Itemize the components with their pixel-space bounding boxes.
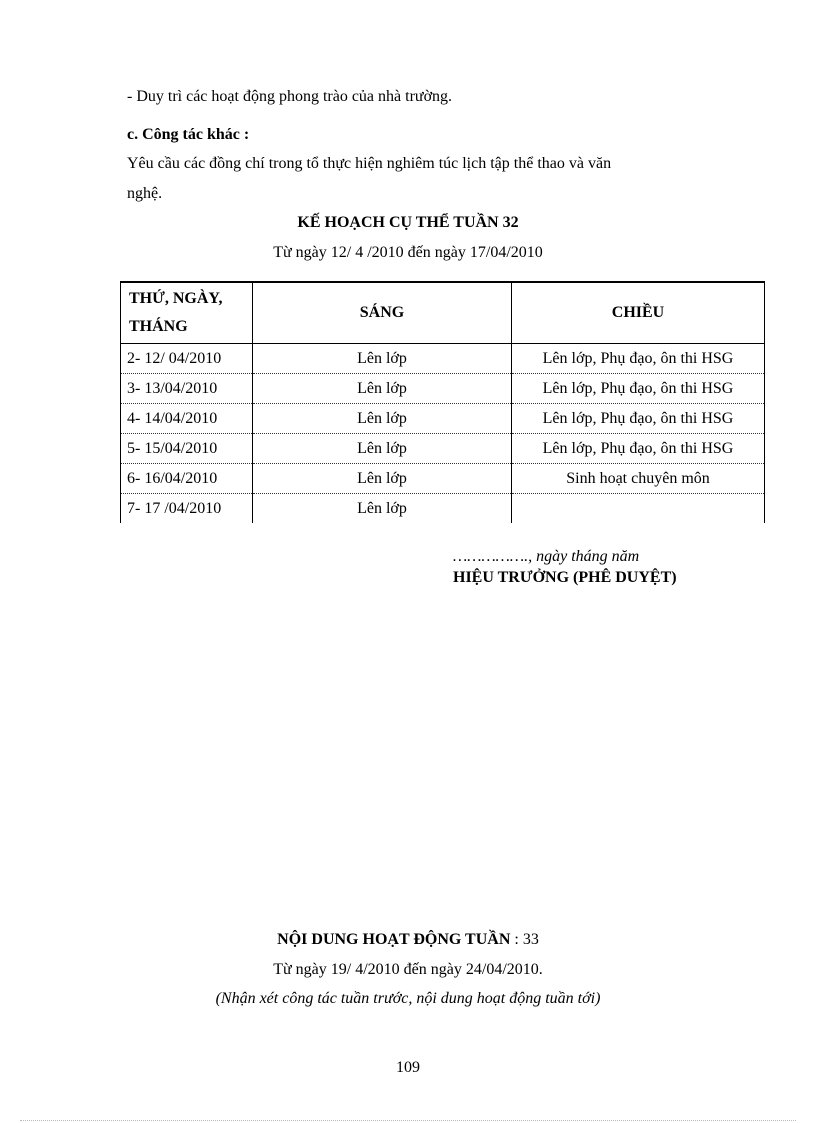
cell-afternoon: Lên lớp, Phụ đạo, ôn thi HSG xyxy=(512,434,765,464)
cell-afternoon xyxy=(512,494,765,524)
plan-date-range: Từ ngày 12/ 4 /2010 đến ngày 17/04/2010 xyxy=(273,244,543,261)
cell-morning: Lên lớp xyxy=(253,494,512,524)
cell-day: 3- 13/04/2010 xyxy=(121,374,253,404)
cell-day: 2- 12/ 04/2010 xyxy=(121,344,253,374)
cell-morning: Lên lớp xyxy=(253,374,512,404)
cell-afternoon: Sinh hoạt chuyên môn xyxy=(512,464,765,494)
cell-day: 4- 14/04/2010 xyxy=(121,404,253,434)
table-row xyxy=(121,404,765,434)
cell-morning: Lên lớp xyxy=(253,434,512,464)
next-week-title-text: NỘI DUNG HOẠT ĐỘNG TUẦN xyxy=(277,931,511,948)
signature-date-line: ……………., ngày tháng năm xyxy=(453,548,640,565)
cell-morning: Lên lớp xyxy=(253,404,512,434)
header-afternoon: CHIỀU xyxy=(512,282,765,344)
footer-divider xyxy=(20,1120,796,1121)
header-day-line1: THỨ, NGÀY, xyxy=(129,290,223,307)
paragraph-line-2: nghệ. xyxy=(127,185,163,202)
next-week-note: (Nhận xét công tác tuần trước, nội dung hoạt động tuần tới) xyxy=(215,990,601,1007)
next-week-number: : 33 xyxy=(510,931,539,948)
table-row xyxy=(121,374,765,404)
header-day xyxy=(121,282,253,344)
plan-title: KẾ HOẠCH CỤ THỂ TUẦN 32 xyxy=(297,214,519,231)
header-morning: SÁNG xyxy=(253,282,512,344)
paragraph-line-1: Yêu cầu các đồng chí trong tổ thực hiện nghiêm túc lịch tập thể thao và văn xyxy=(127,155,612,172)
next-week-title xyxy=(0,931,816,949)
cell-day: 6- 16/04/2010 xyxy=(121,464,253,494)
table-header-row xyxy=(121,282,765,344)
cell-afternoon: Lên lớp, Phụ đạo, ôn thi HSG xyxy=(512,374,765,404)
bullet-line: - Duy trì các hoạt động phong trào của nhà trường. xyxy=(127,88,453,105)
next-week-date-range: Từ ngày 19/ 4/2010 đến ngày 24/04/2010. xyxy=(273,961,543,978)
cell-afternoon: Lên lớp, Phụ đạo, ôn thi HSG xyxy=(512,404,765,434)
signature-title: HIỆU TRƯỞNG (PHÊ DUYỆT) xyxy=(453,569,677,586)
cell-morning: Lên lớp xyxy=(253,344,512,374)
cell-day: 7- 17 /04/2010 xyxy=(121,494,253,524)
cell-afternoon: Lên lớp, Phụ đạo, ôn thi HSG xyxy=(512,344,765,374)
header-day-line2: THÁNG xyxy=(129,318,188,335)
cell-morning: Lên lớp xyxy=(253,464,512,494)
table-row xyxy=(121,464,765,494)
table-row xyxy=(121,344,765,374)
cell-day: 5- 15/04/2010 xyxy=(121,434,253,464)
table-row xyxy=(121,434,765,464)
page-number: 109 xyxy=(396,1059,420,1076)
schedule-table xyxy=(120,281,765,523)
section-heading-c: c. Công tác khác : xyxy=(127,126,250,143)
table-row xyxy=(121,494,765,524)
